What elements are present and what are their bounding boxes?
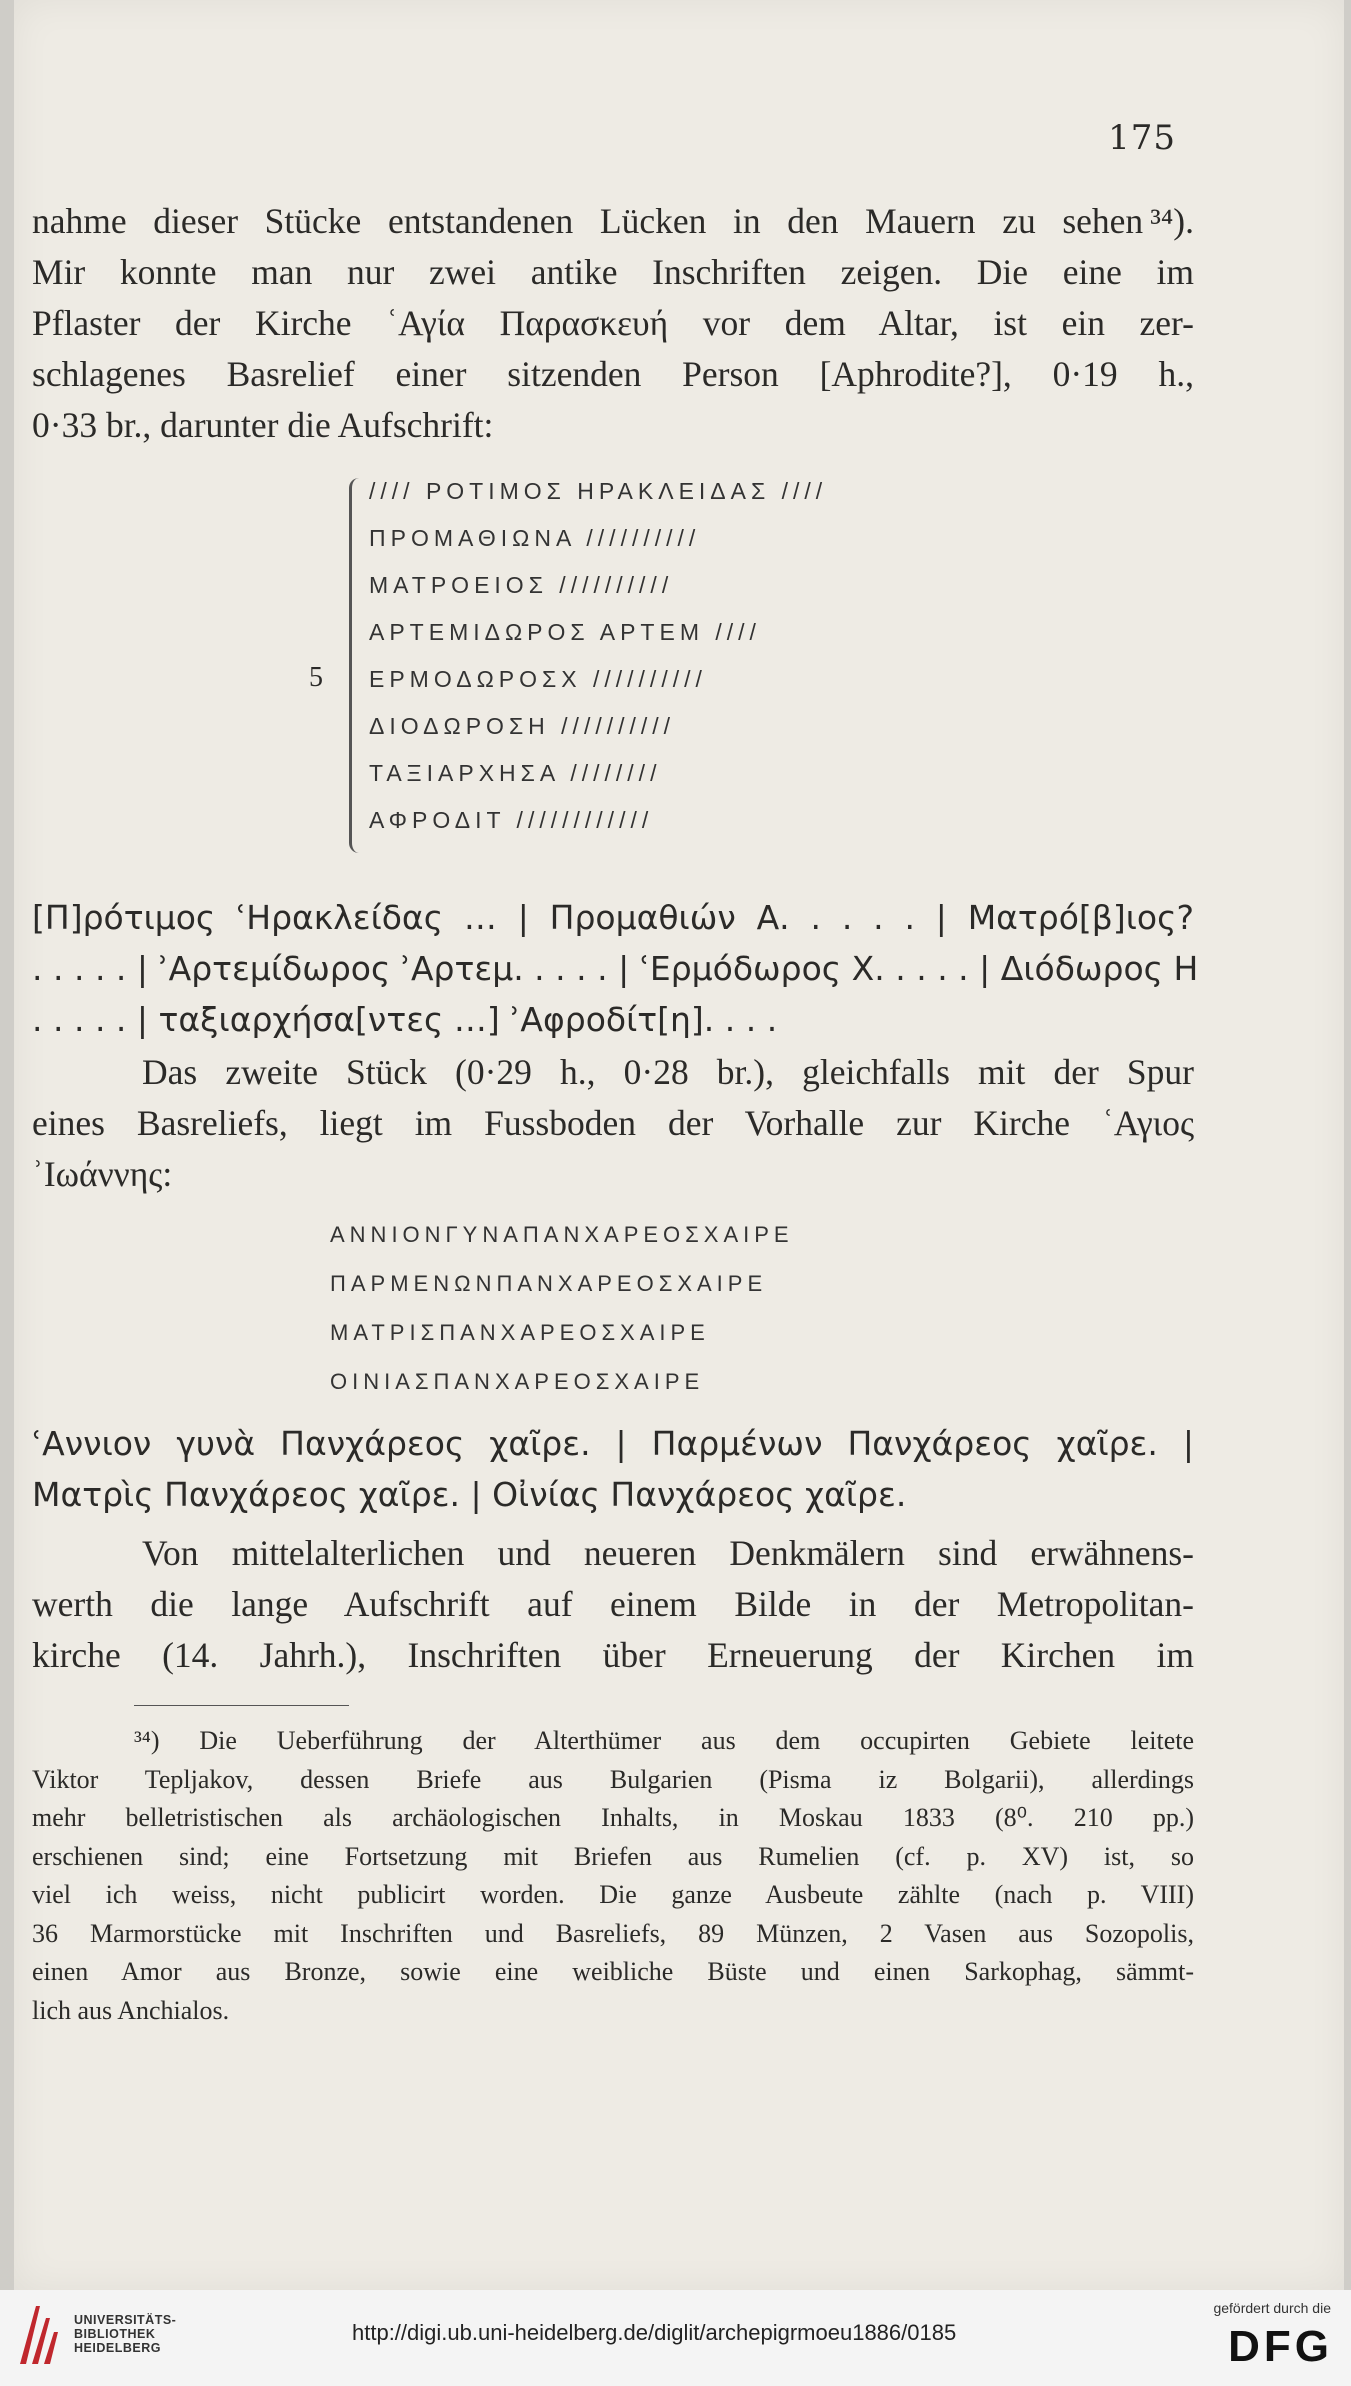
text-line: eines Basreliefs, liegt im Fussboden der Vorhalle zur Kirche ʿΑγιος — [32, 1103, 1194, 1143]
text-line: ʾΙωάννης: — [32, 1154, 173, 1194]
inscription-row: ΕΡΜΟΔΩΡΟΣΧ ////////// — [369, 666, 707, 692]
footnote — [32, 1722, 1194, 2030]
text-line: einen Amor aus Bronze, sowie eine weibliche Büste und einen Sarkophag, sämmt- — [32, 1957, 1194, 1986]
funded-by-label: gefördert durch die — [1213, 2300, 1331, 2316]
text-line: kirche (14. Jahrh.), Inschriften über Erneuerung der Kirchen im — [32, 1635, 1194, 1675]
inscription-row: ΑΦΡΟΔΙΤ //////////// — [369, 807, 654, 833]
footnote-rule — [134, 1705, 349, 1706]
inscription-row: ΠΡΟΜΑΘΙΩΝΑ ////////// — [369, 525, 701, 551]
text-line: viel ich weiss, nicht publicirt worden. Die ganze Ausbeute zählte (nach p. VIII) — [32, 1880, 1194, 1909]
dfg-logo: DFG — [1228, 2322, 1333, 2371]
text-line: ʿΑννιον γυνὰ Πανχάρεος χαῖρε. | Παρμένων Πανχάρεος χαῖρε. | — [32, 1424, 1194, 1463]
page-number: 175 — [1108, 118, 1176, 158]
library-line: HEIDELBERG — [74, 2341, 161, 2355]
transcription-1 — [32, 892, 1199, 1045]
transcription-2 — [32, 1418, 1194, 1520]
library-name — [74, 2313, 176, 2355]
text-line: Ματρὶς Πανχάρεος χαῖρε. | Οἰνίας Πανχάρεος χαῖρε. — [32, 1475, 907, 1514]
text-line: [Π]ρότιμος ʿΗρακλείδας … | Προμαθιών Α. . . . . | Ματρό[β]ιος? — [32, 898, 1194, 937]
inscription-row: //// ΡΟΤΙΜΟΣ ΗΡΑΚΛΕΙΔΑΣ //// — [369, 478, 828, 504]
text-line: Das zweite Stück (0·29 h., 0·28 br.), gleichfalls mit der Spur — [142, 1052, 1194, 1092]
text-line: mehr belletristischen als archäologischen Inhalts, in Moskau 1833 (8⁰. 210 pp.) — [32, 1803, 1194, 1832]
text-line: werth die lange Aufschrift auf einem Bilde in der Metropolitan- — [32, 1584, 1194, 1624]
text-line: 0·33 br., darunter die Aufschrift: — [32, 405, 494, 445]
inscription-row: ΔΙΟΔΩΡΟΣΗ ////////// — [369, 713, 676, 739]
inscription-1 — [309, 470, 909, 860]
inscription-row: ΠΑΡΜΕΝΩΝΠΑΝΧΑΡΕΟΣΧΑΙΡΕ — [330, 1271, 768, 1296]
library-line: UNIVERSITÄTS- — [74, 2313, 177, 2327]
university-logo-icon — [14, 2300, 60, 2370]
source-url-link[interactable]: http://digi.ub.uni-heidelberg.de/diglit/archepigrmoeu1886/0185 — [352, 2320, 957, 2345]
paragraph-3 — [32, 1528, 1194, 1681]
inscription-2 — [330, 1222, 890, 1418]
inscription-row: ΟΙΝΙΑΣΠΑΝΧΑΡΕΟΣΧΑΙΡΕ — [330, 1369, 705, 1394]
scanned-page — [14, 0, 1344, 2290]
text-line: Pflaster der Kirche ʿΑγία Παρασκευή vor dem Altar, ist ein zer- — [32, 303, 1194, 343]
text-line: Von mittelalterlichen und neueren Denkmälern sind erwähnens- — [142, 1533, 1194, 1573]
inscription-row: ΑΝΝΙΟΝΓΥΝΑΠΑΝΧΑΡΕΟΣΧΑΙΡΕ — [330, 1222, 794, 1247]
text-line: schlagenes Basrelief einer sitzenden Person [Aphrodite?], 0·19 h., — [32, 354, 1194, 394]
text-line: Viktor Tepljakov, dessen Briefe aus Bulgarien (Pisma iz Bolgarii), allerdings — [32, 1764, 1194, 1794]
inscription-row: ΜΑΤΡΙΣΠΑΝΧΑΡΕΟΣΧΑΙΡΕ — [330, 1320, 710, 1345]
inscription-row: ΤΑΞΙΑΡΧΗΣΑ //////// — [369, 760, 662, 786]
line-number: 5 — [309, 662, 323, 693]
paragraph-2 — [32, 1047, 1194, 1200]
text-line: . . . . . | ʾΑρτεμίδωρος ʾΑρτεμ. . . . . | ʿΕρμόδωρος Χ. . . . . | Διόδωρος Η — [32, 949, 1199, 988]
library-line: BIBLIOTHEK — [74, 2327, 156, 2341]
text-line: lich aus Anchialos. — [32, 1995, 230, 2025]
inscription-row: ΜΑΤΡΟΕΙΟΣ ////////// — [369, 572, 674, 598]
text-line: 36 Marmorstücke mit Inschriften und Basreliefs, 89 Münzen, 2 Vasen aus Sozopolis, — [32, 1918, 1194, 1948]
inscription-bracket — [349, 478, 366, 853]
inscription-row: ΑΡΤΕΜΙΔΩΡΟΣ ΑΡΤΕΜ //// — [369, 619, 761, 645]
text-line: Mir konnte man nur zwei antike Inschriften zeigen. Die eine im — [32, 252, 1194, 292]
text-line: ³⁴) Die Ueberführung der Alterthümer aus dem occupirten Gebiete leitete — [134, 1726, 1194, 1755]
text-line: erschienen sind; eine Fortsetzung mit Briefen aus Rumelien (cf. p. XV) ist, so — [32, 1841, 1194, 1871]
text-line: nahme dieser Stücke entstandenen Lücken in den Mauern zu sehen ³⁴). — [32, 201, 1194, 241]
paragraph-1 — [32, 196, 1194, 451]
text-line: . . . . . | ταξιαρχήσα[ντες …] ʾΑφροδίτ[η]. . . . — [32, 1000, 778, 1039]
